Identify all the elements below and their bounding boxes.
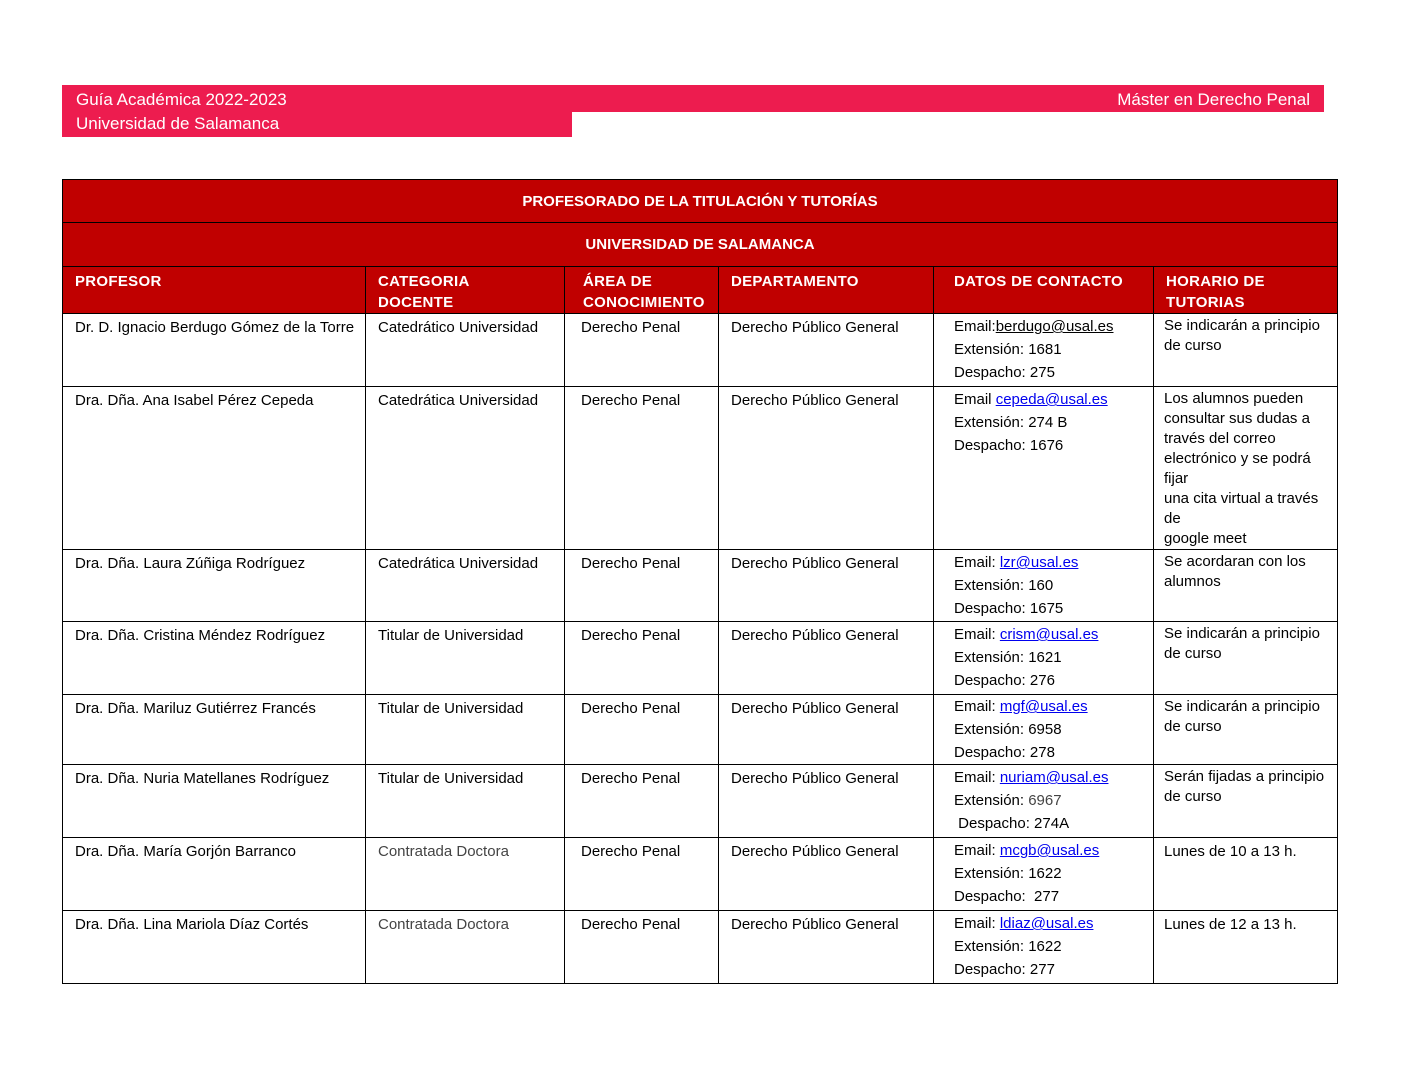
cell-dept: Derecho Público General: [719, 765, 934, 838]
table-row: [63, 911, 1338, 984]
cell-hours: Se acordaran con los alumnos: [1154, 550, 1338, 622]
table-row: [63, 695, 1338, 765]
email-link[interactable]: mcgb@usal.es: [999, 842, 1100, 859]
cell-dept: Derecho Público General: [719, 838, 934, 911]
cell-contact: Email: crism@usal.es Extensión: 1621 Despacho: 276: [934, 622, 1154, 695]
cell-name: Dra. Dña. Mariluz Gutiérrez Francés: [63, 695, 366, 765]
guide-title: Guía Académica 2022-2023: [76, 90, 287, 109]
cell-area: Derecho Penal: [565, 550, 719, 622]
cell-area: Derecho Penal: [565, 387, 719, 550]
col-area: ÁREA DE CONOCIMIENTO: [565, 267, 719, 314]
cell-area: Derecho Penal: [565, 765, 719, 838]
email-link[interactable]: lzr@usal.es: [999, 554, 1079, 571]
cell-contact: Email: mcgb@usal.es Extensión: 1622 Despacho: 277: [934, 838, 1154, 911]
cell-name: Dra. Dña. Cristina Méndez Rodríguez: [63, 622, 366, 695]
university-bar: [62, 112, 572, 137]
cell-hours: Los alumnos pueden consultar sus dudas a través del correo electrónico y se podrá fijar una cita virtual a través de google meet: [1154, 387, 1338, 550]
cell-area: Derecho Penal: [565, 695, 719, 765]
cell-name: Dr. D. Ignacio Berdugo Gómez de la Torre: [63, 314, 366, 387]
cell-dept: Derecho Público General: [719, 622, 934, 695]
cell-contact: Email: mgf@usal.es Extensión: 6958 Despacho: 278: [934, 695, 1154, 765]
cell-dept: Derecho Público General: [719, 911, 934, 984]
email-link[interactable]: mgf@usal.es: [999, 698, 1088, 715]
cell-name: Dra. Dña. Nuria Matellanes Rodríguez: [63, 765, 366, 838]
cell-hours: Serán fijadas a principio de curso: [1154, 765, 1338, 838]
cell-contact: Email: lzr@usal.es Extensión: 160 Despacho: 1675: [934, 550, 1154, 622]
program-title: Máster en Derecho Penal: [1117, 90, 1310, 109]
cell-hours: Lunes de 10 a 13 h.: [1154, 838, 1338, 911]
university-name: Universidad de Salamanca: [76, 114, 280, 133]
col-contacto: DATOS DE CONTACTO: [934, 267, 1154, 314]
table-row: [63, 622, 1338, 695]
cell-area: Derecho Penal: [565, 622, 719, 695]
email-link[interactable]: ldiaz@usal.es: [999, 915, 1094, 932]
cell-category: Titular de Universidad: [366, 695, 565, 765]
cell-hours: Lunes de 12 a 13 h.: [1154, 911, 1338, 984]
col-horario: HORARIO DE TUTORIAS: [1154, 267, 1338, 314]
cell-category: Catedrático Universidad: [366, 314, 565, 387]
cell-contact: Email:berdugo@usal.es Extensión: 1681 Despacho: 275: [934, 314, 1154, 387]
cell-category: Titular de Universidad: [366, 765, 565, 838]
table-row: [63, 387, 1338, 550]
cell-name: Dra. Dña. Laura Zúñiga Rodríguez: [63, 550, 366, 622]
cell-dept: Derecho Público General: [719, 387, 934, 550]
email-link[interactable]: cepeda@usal.es: [995, 391, 1108, 408]
cell-hours: Se indicarán a principio de curso: [1154, 695, 1338, 765]
cell-dept: Derecho Público General: [719, 695, 934, 765]
cell-area: Derecho Penal: [565, 838, 719, 911]
cell-dept: Derecho Público General: [719, 314, 934, 387]
cell-dept: Derecho Público General: [719, 550, 934, 622]
email-link[interactable]: crism@usal.es: [999, 626, 1099, 643]
column-headers: [63, 267, 1338, 314]
cell-name: Dra. Dña. Ana Isabel Pérez Cepeda: [63, 387, 366, 550]
table-row: [63, 765, 1338, 838]
table-subtitle: UNIVERSIDAD DE SALAMANCA: [63, 223, 1338, 267]
email-link[interactable]: nuriam@usal.es: [999, 769, 1109, 786]
cell-category: Contratada Doctora: [366, 911, 565, 984]
table-row: [63, 550, 1338, 622]
cell-contact: Email cepeda@usal.es Extensión: 274 B Despacho: 1676: [934, 387, 1154, 550]
cell-area: Derecho Penal: [565, 911, 719, 984]
cell-contact: Email: ldiaz@usal.es Extensión: 1622 Despacho: 277: [934, 911, 1154, 984]
col-categoria: CATEGORIA DOCENTE: [366, 267, 565, 314]
cell-category: Catedrática Universidad: [366, 550, 565, 622]
table-row: [63, 314, 1338, 387]
col-profesor: PROFESOR: [63, 267, 366, 314]
header-bar: [62, 85, 1324, 112]
cell-name: Dra. Dña. Lina Mariola Díaz Cortés: [63, 911, 366, 984]
cell-category: Catedrática Universidad: [366, 387, 565, 550]
cell-contact: Email: nuriam@usal.es Extensión: 6967 Despacho: 274A: [934, 765, 1154, 838]
cell-hours: Se indicarán a principio de curso: [1154, 622, 1338, 695]
faculty-table: [62, 179, 1338, 984]
cell-category: Titular de Universidad: [366, 622, 565, 695]
table-title: PROFESORADO DE LA TITULACIÓN Y TUTORÍAS: [63, 180, 1338, 223]
email-link[interactable]: berdugo@usal.es: [995, 318, 1114, 335]
cell-area: Derecho Penal: [565, 314, 719, 387]
cell-category: Contratada Doctora: [366, 838, 565, 911]
col-departamento: DEPARTAMENTO: [719, 267, 934, 314]
cell-name: Dra. Dña. María Gorjón Barranco: [63, 838, 366, 911]
table-row: [63, 838, 1338, 911]
cell-hours: Se indicarán a principio de curso: [1154, 314, 1338, 387]
